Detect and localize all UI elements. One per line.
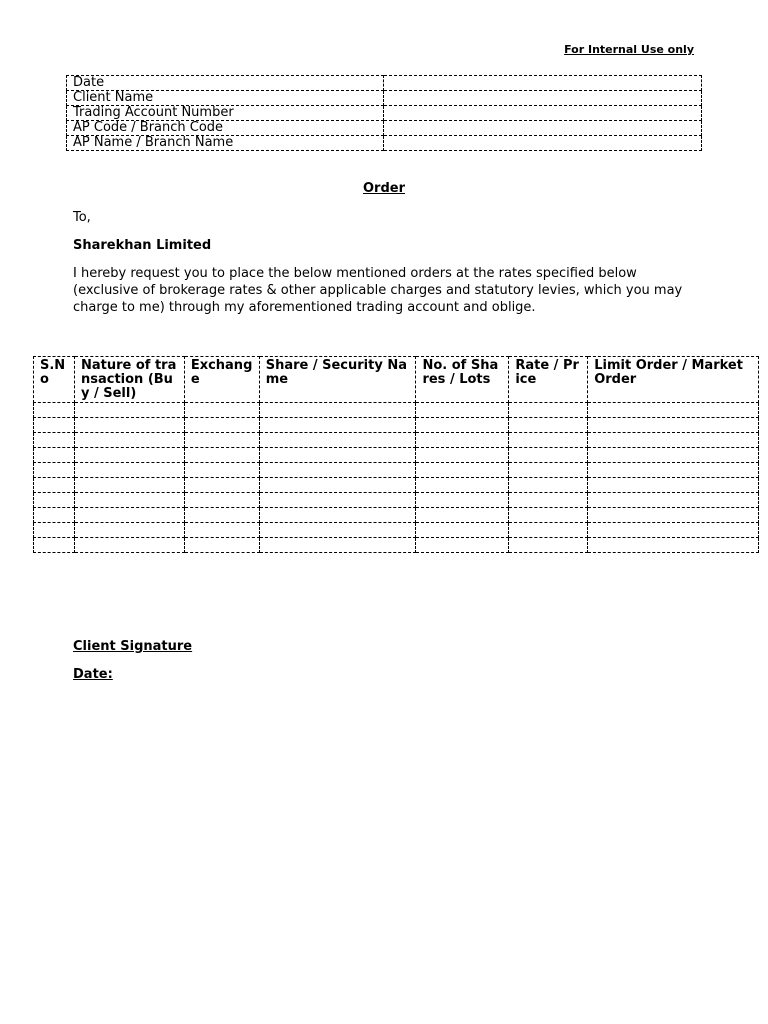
order-cell[interactable] bbox=[34, 418, 75, 433]
client-info-row-date bbox=[67, 76, 702, 91]
order-cell[interactable] bbox=[184, 418, 259, 433]
order-cell[interactable] bbox=[416, 508, 509, 523]
client-info-value[interactable] bbox=[384, 136, 702, 151]
order-table bbox=[33, 356, 759, 553]
order-cell[interactable] bbox=[34, 403, 75, 418]
order-cell[interactable] bbox=[184, 508, 259, 523]
order-cell[interactable] bbox=[34, 508, 75, 523]
order-cell[interactable] bbox=[74, 523, 184, 538]
table-row bbox=[34, 523, 759, 538]
table-row bbox=[34, 538, 759, 553]
column-header-quantity: No. of Shares / Lots bbox=[416, 357, 509, 403]
order-cell[interactable] bbox=[259, 508, 416, 523]
order-heading: Order bbox=[363, 181, 405, 196]
order-cell[interactable] bbox=[259, 463, 416, 478]
order-cell[interactable] bbox=[509, 418, 588, 433]
order-table-body bbox=[34, 403, 759, 553]
order-cell[interactable] bbox=[509, 463, 588, 478]
column-header-nature: Nature of transaction (Buy / Sell) bbox=[74, 357, 184, 403]
client-info-value[interactable] bbox=[384, 76, 702, 91]
order-cell[interactable] bbox=[416, 418, 509, 433]
client-info-value[interactable] bbox=[384, 121, 702, 136]
table-row bbox=[34, 433, 759, 448]
order-cell[interactable] bbox=[588, 478, 759, 493]
order-cell[interactable] bbox=[588, 418, 759, 433]
column-header-rate: Rate / Price bbox=[509, 357, 588, 403]
order-cell[interactable] bbox=[74, 493, 184, 508]
order-cell[interactable] bbox=[259, 403, 416, 418]
table-row bbox=[34, 508, 759, 523]
order-cell[interactable] bbox=[509, 538, 588, 553]
order-cell[interactable] bbox=[259, 538, 416, 553]
salutation: To, bbox=[73, 210, 91, 225]
table-row bbox=[34, 418, 759, 433]
order-cell[interactable] bbox=[184, 478, 259, 493]
order-table-header bbox=[34, 357, 759, 403]
order-cell[interactable] bbox=[74, 478, 184, 493]
order-cell[interactable] bbox=[34, 538, 75, 553]
table-row bbox=[34, 493, 759, 508]
request-paragraph: I hereby request you to place the below mentioned orders at the rates specified below (exclusive of brokerage rates & other applicable charges and statutory levies, which you may charge to me) through my aforementioned trading account and oblige. bbox=[73, 266, 683, 315]
order-cell[interactable] bbox=[259, 418, 416, 433]
order-cell[interactable] bbox=[416, 403, 509, 418]
client-signature-label: Client Signature bbox=[73, 639, 193, 654]
order-cell[interactable] bbox=[509, 433, 588, 448]
client-info-label: Date bbox=[67, 76, 384, 91]
client-info-value[interactable] bbox=[384, 91, 702, 106]
order-cell[interactable] bbox=[588, 463, 759, 478]
order-cell[interactable] bbox=[34, 478, 75, 493]
client-info-row-trading-account bbox=[67, 106, 702, 121]
order-cell[interactable] bbox=[34, 448, 75, 463]
order-cell[interactable] bbox=[74, 538, 184, 553]
order-cell[interactable] bbox=[509, 523, 588, 538]
order-cell[interactable] bbox=[509, 508, 588, 523]
order-cell[interactable] bbox=[34, 433, 75, 448]
column-header-sno: S.No bbox=[34, 357, 75, 403]
order-cell[interactable] bbox=[259, 433, 416, 448]
order-cell[interactable] bbox=[416, 538, 509, 553]
order-cell[interactable] bbox=[259, 478, 416, 493]
order-cell[interactable] bbox=[588, 448, 759, 463]
client-info-row-client-name bbox=[67, 91, 702, 106]
table-row bbox=[34, 448, 759, 463]
column-header-security-name: Share / Security Name bbox=[259, 357, 416, 403]
order-cell[interactable] bbox=[416, 433, 509, 448]
order-cell[interactable] bbox=[588, 538, 759, 553]
order-cell[interactable] bbox=[184, 433, 259, 448]
order-cell[interactable] bbox=[509, 403, 588, 418]
order-cell[interactable] bbox=[74, 403, 184, 418]
order-cell[interactable] bbox=[588, 493, 759, 508]
order-cell[interactable] bbox=[509, 448, 588, 463]
order-cell[interactable] bbox=[74, 448, 184, 463]
order-cell[interactable] bbox=[509, 478, 588, 493]
order-cell[interactable] bbox=[259, 448, 416, 463]
internal-use-note: For Internal Use only bbox=[564, 43, 694, 56]
order-cell[interactable] bbox=[74, 433, 184, 448]
column-header-order-type: Limit Order / Market Order bbox=[588, 357, 759, 403]
client-info-value[interactable] bbox=[384, 106, 702, 121]
client-info-label: Client Name bbox=[67, 91, 384, 106]
order-cell[interactable] bbox=[259, 523, 416, 538]
order-cell[interactable] bbox=[509, 493, 588, 508]
order-cell[interactable] bbox=[416, 448, 509, 463]
order-cell[interactable] bbox=[416, 523, 509, 538]
table-row bbox=[34, 463, 759, 478]
order-cell[interactable] bbox=[74, 418, 184, 433]
order-cell[interactable] bbox=[588, 508, 759, 523]
column-header-exchange: Exchange bbox=[184, 357, 259, 403]
signature-date-label: Date: bbox=[73, 667, 113, 682]
order-cell[interactable] bbox=[416, 463, 509, 478]
order-cell[interactable] bbox=[588, 403, 759, 418]
client-info-label: Trading Account Number bbox=[67, 106, 384, 121]
order-cell[interactable] bbox=[184, 493, 259, 508]
order-cell[interactable] bbox=[416, 478, 509, 493]
order-cell[interactable] bbox=[184, 403, 259, 418]
table-row bbox=[34, 478, 759, 493]
order-cell[interactable] bbox=[184, 448, 259, 463]
order-cell[interactable] bbox=[588, 433, 759, 448]
order-cell[interactable] bbox=[416, 493, 509, 508]
client-info-row-ap-name bbox=[67, 136, 702, 151]
client-info-row-ap-code bbox=[67, 121, 702, 136]
order-cell[interactable] bbox=[74, 508, 184, 523]
order-cell[interactable] bbox=[34, 523, 75, 538]
client-info-label: AP Code / Branch Code bbox=[67, 121, 384, 136]
order-cell[interactable] bbox=[184, 463, 259, 478]
order-cell[interactable] bbox=[74, 463, 184, 478]
recipient-name: Sharekhan Limited bbox=[73, 238, 212, 253]
client-info-label: AP Name / Branch Name bbox=[67, 136, 384, 151]
order-cell[interactable] bbox=[34, 463, 75, 478]
client-info-table bbox=[66, 75, 702, 151]
order-cell[interactable] bbox=[34, 493, 75, 508]
table-row bbox=[34, 403, 759, 418]
order-cell[interactable] bbox=[588, 523, 759, 538]
order-cell[interactable] bbox=[184, 538, 259, 553]
order-cell[interactable] bbox=[184, 523, 259, 538]
order-cell[interactable] bbox=[259, 493, 416, 508]
